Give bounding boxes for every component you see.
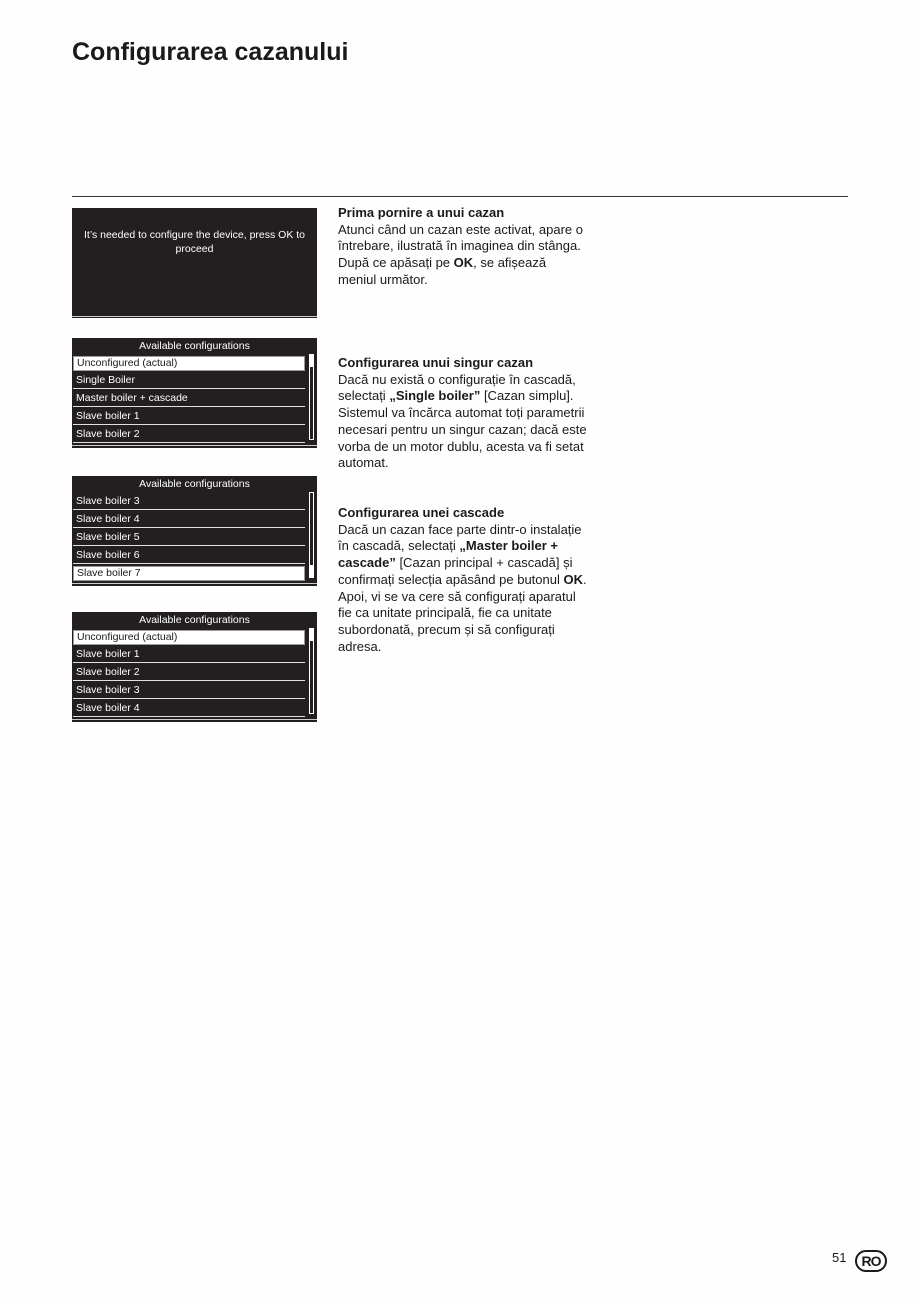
section-heading: Prima pornire a unui cazan bbox=[338, 205, 505, 220]
config-list-item[interactable]: Slave boiler 6 bbox=[73, 548, 305, 564]
screen-divider bbox=[72, 583, 317, 584]
device-screen-configurations bbox=[72, 476, 317, 586]
screen-divider bbox=[72, 719, 317, 720]
section-single-boiler bbox=[338, 355, 588, 472]
screen-header: Available configurations bbox=[139, 614, 250, 626]
screen-divider bbox=[72, 316, 317, 317]
section-body: Dacă un cazan face parte dintr-o instalație în cascadă, selectați „Master boiler + cascade” [Cazan principal + cascadă] și confirmați selecția apăsând pe butonul OK. Apoi, vi se va cere să configurați aparatul fie ca unitate principală, fie ca unitate subordonată, precum și să configurați adresa. bbox=[338, 521, 587, 654]
config-list-item[interactable]: Slave boiler 1 bbox=[73, 647, 305, 663]
config-list-item[interactable]: Slave boiler 2 bbox=[73, 665, 305, 681]
config-list bbox=[73, 354, 305, 443]
config-list-item[interactable]: Slave boiler 1 bbox=[73, 409, 305, 425]
config-list-item[interactable]: Master boiler + cascade bbox=[73, 391, 305, 407]
language-badge: RO bbox=[855, 1250, 887, 1272]
device-screen-prompt bbox=[72, 208, 317, 318]
config-list bbox=[73, 628, 305, 717]
screen-header: Available configurations bbox=[139, 478, 250, 490]
section-heading: Configurarea unei cascade bbox=[338, 505, 505, 520]
config-list bbox=[73, 492, 305, 581]
config-list-item[interactable]: Single Boiler bbox=[73, 373, 305, 389]
config-list-item[interactable]: Slave boiler 5 bbox=[73, 530, 305, 546]
section-body: După ce apăsați pe OK, se afișează meniul următor. bbox=[338, 255, 547, 287]
section-body: Dacă nu există o configurație în cascadă, selectați „Single boiler” [Cazan simplu]. Sistemul va încărca automat toți parametrii necesari pentru un singur cazan; dacă este vorba de un motor dublu, acesta va fi setat automat. bbox=[338, 371, 587, 471]
scrollbar-thumb[interactable] bbox=[310, 355, 313, 367]
device-screen-configurations bbox=[72, 612, 317, 722]
page-number: 51 bbox=[832, 1250, 847, 1265]
horizontal-rule bbox=[72, 196, 848, 197]
config-list-item[interactable]: Unconfigured (actual) bbox=[73, 356, 305, 371]
page-title: Configurarea cazanului bbox=[72, 38, 349, 66]
config-list-item[interactable]: Slave boiler 4 bbox=[73, 512, 305, 528]
screen-divider bbox=[72, 445, 317, 446]
scrollbar[interactable] bbox=[309, 492, 314, 578]
scrollbar-thumb[interactable] bbox=[310, 565, 313, 577]
config-list-item[interactable]: Slave boiler 4 bbox=[73, 701, 305, 717]
device-screen-configurations bbox=[72, 338, 317, 448]
scrollbar[interactable] bbox=[309, 354, 314, 440]
prompt-message: It’s needed to configure the device, press OK to proceed bbox=[83, 229, 306, 255]
section-heading: Configurarea unui singur cazan bbox=[338, 355, 534, 370]
screen-header: Available configurations bbox=[139, 340, 250, 352]
config-list-item[interactable]: Slave boiler 3 bbox=[73, 683, 305, 699]
section-cascade bbox=[338, 505, 588, 655]
section-first-start bbox=[338, 205, 588, 289]
section-body: Atunci când un cazan este activat, apare o întrebare, ilustrată în imaginea din stânga. bbox=[338, 221, 583, 254]
config-list-item[interactable]: Slave boiler 3 bbox=[73, 494, 305, 510]
scrollbar[interactable] bbox=[309, 628, 314, 714]
config-list-item[interactable]: Slave boiler 7 bbox=[73, 566, 305, 581]
config-list-item[interactable]: Unconfigured (actual) bbox=[73, 630, 305, 645]
scrollbar-thumb[interactable] bbox=[310, 629, 313, 641]
config-list-item[interactable]: Slave boiler 2 bbox=[73, 427, 305, 443]
